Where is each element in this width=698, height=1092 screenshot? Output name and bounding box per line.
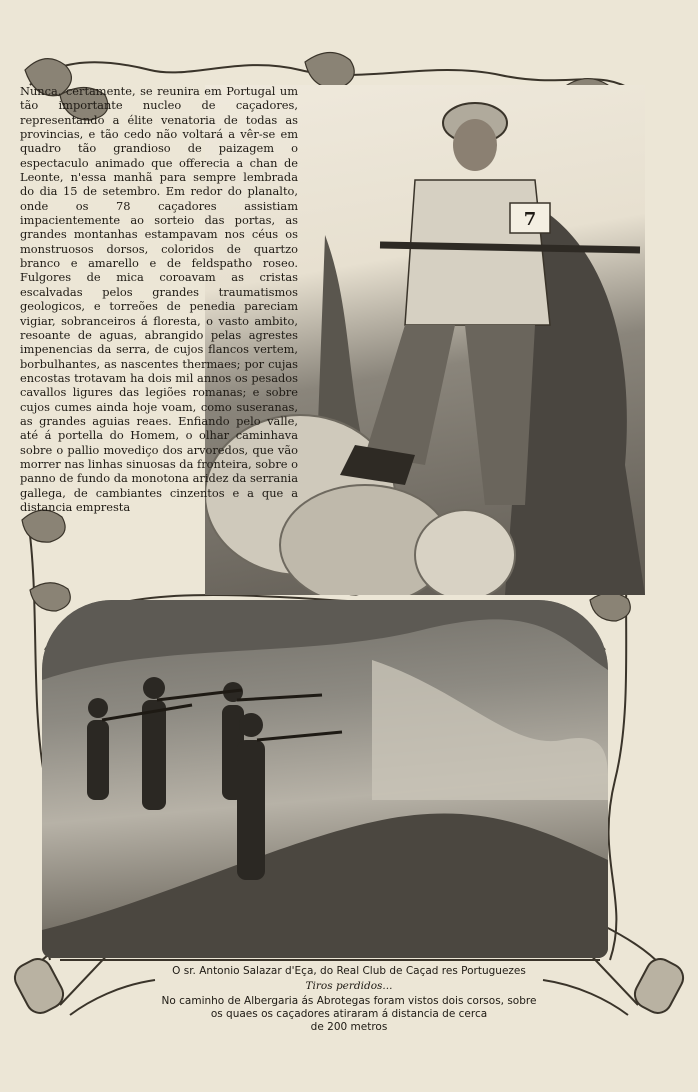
bottom-photo-title-text: Tiros perdidos... (305, 980, 393, 992)
article-paragraph: Nunca, certamente, se reunira em Portugal um tão importante nucleo de caçadores, representando a élite venatoria de todas as provincias, e tão cedo não voltará a vêr-se em quadro tão grandioso de paizagem o espectaculo animado que offerecia a chan de Leonte, n'essa manhã para sempre lembrada do dia 15 de setembro. Em redor do planalto, onde os 78 caçadores assistiam impacientemente ao sorteio das portas, as grandes montanhas estampavam nos céus os monstruosos dorsos, coloridos de quartzo branco e amarello e de feldspatho roseo. Fulgores de mica coroavam as cristas escalvadas pelos grandes traumatismos geologicos, e torreões de penedia pareciam vigiar, sobranceiros á floresta, o vasto ambito, resoante de aguas, abrangido pelas agrestes impenencias da serra, de cujos flancos vertem, borbulhantes, as nascentes thermaes; por cujas encostas trotavam ha dois mil annos os pesados cavallos ligures das legiões romanas; e sobre cujos cumes ainda hoje voam, como suseranas, as grandes aguias reaes. Enfiando pelo valle, até á portella do Homem, o olhar caminhava sobre o pallio movediço dos arvoredos, que vão morrer nas linhas sinuosas da fronteira, sobre o panno de fundo da monotona aridez da serrania gallega, de cambiantes cinzentos e a que a distancia empresta (20, 84, 298, 514)
bottom-photo-caption-line-3: de 200 metros (310, 1021, 388, 1033)
hunters-shooting-photo (42, 600, 608, 958)
article-text (20, 84, 298, 514)
bottom-photo-caption-line-1: No caminho de Albergaria ás Abrotegas foram vistos dois corsos, sobre (161, 995, 537, 1007)
bottom-photo-title (0, 980, 698, 993)
hunters-scene-illustration (42, 600, 608, 958)
armband-number: 7 (523, 209, 537, 230)
text-wrap-guide (20, 84, 298, 574)
bottom-photo-caption-line-2: os quaes os caçadores atiraram á distancia de cerca (210, 1008, 488, 1020)
top-photo-caption: O sr. Antonio Salazar d'Eça, do Real Club de Caçad res Portuguezes (172, 965, 526, 977)
